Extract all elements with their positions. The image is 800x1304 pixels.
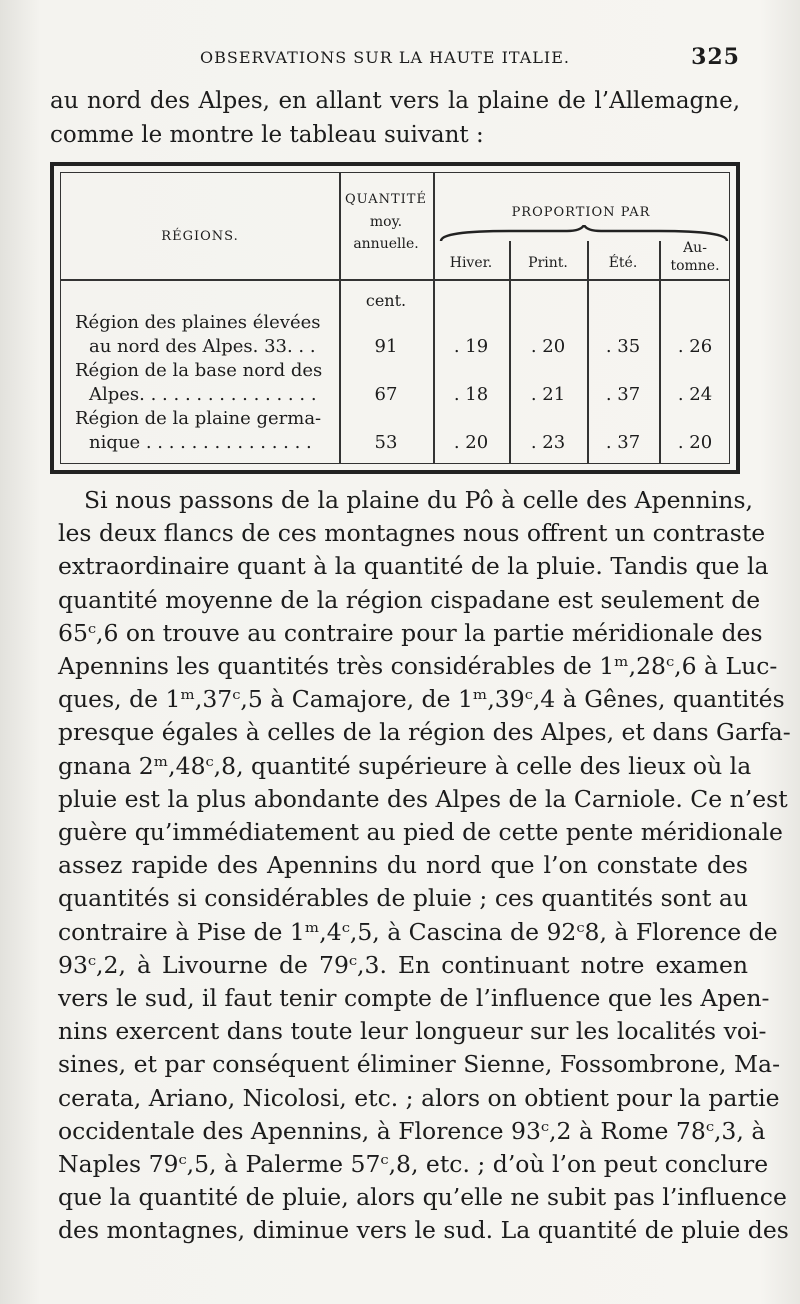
- text-line: nins exercent dans toute leur longueur sur les localités voi-: [58, 1017, 767, 1046]
- text-line: Si nous passons de la plaine du Pô à celle des Apennins,: [84, 486, 753, 514]
- header-quantity-line: moy.: [369, 214, 403, 230]
- header-regions: RÉGIONS.: [161, 229, 239, 244]
- text-line: contraire à Pise de 1ᵐ,4ᶜ,5, à Cascina de 92ᶜ8, à Florence de: [58, 917, 778, 946]
- text-line: guère qu’immédiatement au pied de cette pente méridionale: [58, 818, 783, 847]
- row-value: . 37: [605, 384, 641, 405]
- text-line: gnana 2ᵐ,48ᶜ,8, quantité supérieure à celle des lieux où la: [58, 751, 752, 780]
- text-line: Apennins les quantités très considérables de 1ᵐ,28ᶜ,6 à Luc-: [58, 652, 778, 681]
- header-quantity-line: annuelle.: [353, 236, 419, 252]
- header-season-summer: Été.: [608, 255, 638, 271]
- region-line: Région de la plaine germa-: [75, 408, 322, 429]
- text-line: assez rapide des Apennins du nord que l’on constate des: [58, 851, 748, 880]
- text-line: 93ᶜ,2, à Livourne de 79ᶜ,3. En continuant notre examen: [58, 950, 748, 979]
- header-autumn-line: tomne.: [670, 258, 720, 274]
- text-line: cerata, Ariano, Nicolosi, etc. ; alors on obtient pour la partie: [58, 1083, 780, 1112]
- text-line: pluie est la plus abondante des Alpes de la Carniole. Ce n’est: [58, 784, 788, 813]
- row-value: . 18: [453, 384, 489, 405]
- header-divider: [61, 279, 729, 281]
- table-row-region: [75, 359, 337, 407]
- table-row-region: [75, 407, 337, 455]
- text-line: 65ᶜ,6 on trouve au contraire pour la partie méridionale des: [58, 618, 763, 647]
- row-value: . 20: [677, 432, 713, 453]
- header-autumn-line: Au-: [683, 240, 707, 256]
- text-line: quantités si considérables de pluie ; ces quantités sont au: [58, 884, 748, 913]
- region-line: Alpes. . . . . . . . . . . . . . . .: [89, 384, 317, 405]
- text-line: les deux flancs de ces montagnes nous offrent un contraste: [58, 519, 766, 548]
- row-quantity: 67: [374, 384, 398, 405]
- row-quantity: 91: [374, 336, 398, 357]
- table-row-region: [75, 311, 337, 359]
- row-value: . 37: [605, 432, 641, 453]
- intro-paragraph: [50, 84, 740, 152]
- text-line: au nord des Alpes, en allant vers la plaine de l’Allemagne,: [50, 88, 740, 114]
- text-line: presque égales à celles de la région des Alpes, et dans Garfa-: [58, 718, 791, 747]
- region-line: au nord des Alpes. 33. . .: [89, 336, 316, 357]
- header-quantity: [339, 189, 433, 255]
- row-value: . 23: [530, 432, 566, 453]
- text-line: sines, et par conséquent éliminer Sienne, Fossombrone, Ma-: [58, 1050, 781, 1079]
- text-line: occidentale des Apennins, à Florence 93ᶜ,2 à Rome 78ᶜ,3, à: [58, 1116, 766, 1145]
- unit-label: cent.: [365, 291, 407, 310]
- row-value: . 21: [530, 384, 566, 405]
- table-inner-border: [60, 172, 730, 464]
- page-number: 325: [691, 44, 740, 70]
- region-line: Région des plaines élevées: [75, 312, 321, 333]
- header-season-winter: Hiver.: [449, 255, 493, 271]
- rainfall-table: [50, 162, 740, 474]
- header-quantity-line: QUANTITÉ: [345, 192, 427, 207]
- text-line: que la quantité de pluie, alors qu’elle ne subit pas l’influence: [58, 1183, 787, 1212]
- row-value: . 19: [453, 336, 489, 357]
- row-value: . 20: [453, 432, 489, 453]
- text-line: vers le sud, il faut tenir compte de l’influence que les Apen-: [58, 984, 770, 1013]
- region-line: nique . . . . . . . . . . . . . . .: [89, 432, 312, 453]
- region-line: Région de la base nord des: [75, 360, 323, 381]
- row-quantity: 53: [374, 432, 398, 453]
- text-line: extraordinaire quant à la quantité de la pluie. Tandis que la: [58, 552, 769, 581]
- text-line: quantité moyenne de la région cispadane est seulement de: [58, 585, 761, 614]
- running-title: OBSERVATIONS SUR LA HAUTE ITALIE.: [200, 48, 570, 67]
- text-line: comme le montre le tableau suivant :: [50, 122, 484, 148]
- text-line: Naples 79ᶜ,5, à Palerme 57ᶜ,8, etc. ; d’où l’on peut conclure: [58, 1150, 769, 1179]
- row-value: . 26: [677, 336, 713, 357]
- text-line: ques, de 1ᵐ,37ᶜ,5 à Camajore, de 1ᵐ,39ᶜ,4 à Gênes, quantités: [58, 685, 785, 714]
- header-season-autumn: [659, 239, 731, 275]
- body-paragraph: [58, 484, 791, 1248]
- header-proportion: PROPORTION PAR: [511, 205, 651, 220]
- row-value: . 35: [605, 336, 641, 357]
- text-line: des montagnes, diminue vers le sud. La quantité de pluie des: [58, 1216, 789, 1245]
- row-value: . 20: [530, 336, 566, 357]
- row-value: . 24: [677, 384, 713, 405]
- header-season-spring: Print.: [528, 255, 568, 271]
